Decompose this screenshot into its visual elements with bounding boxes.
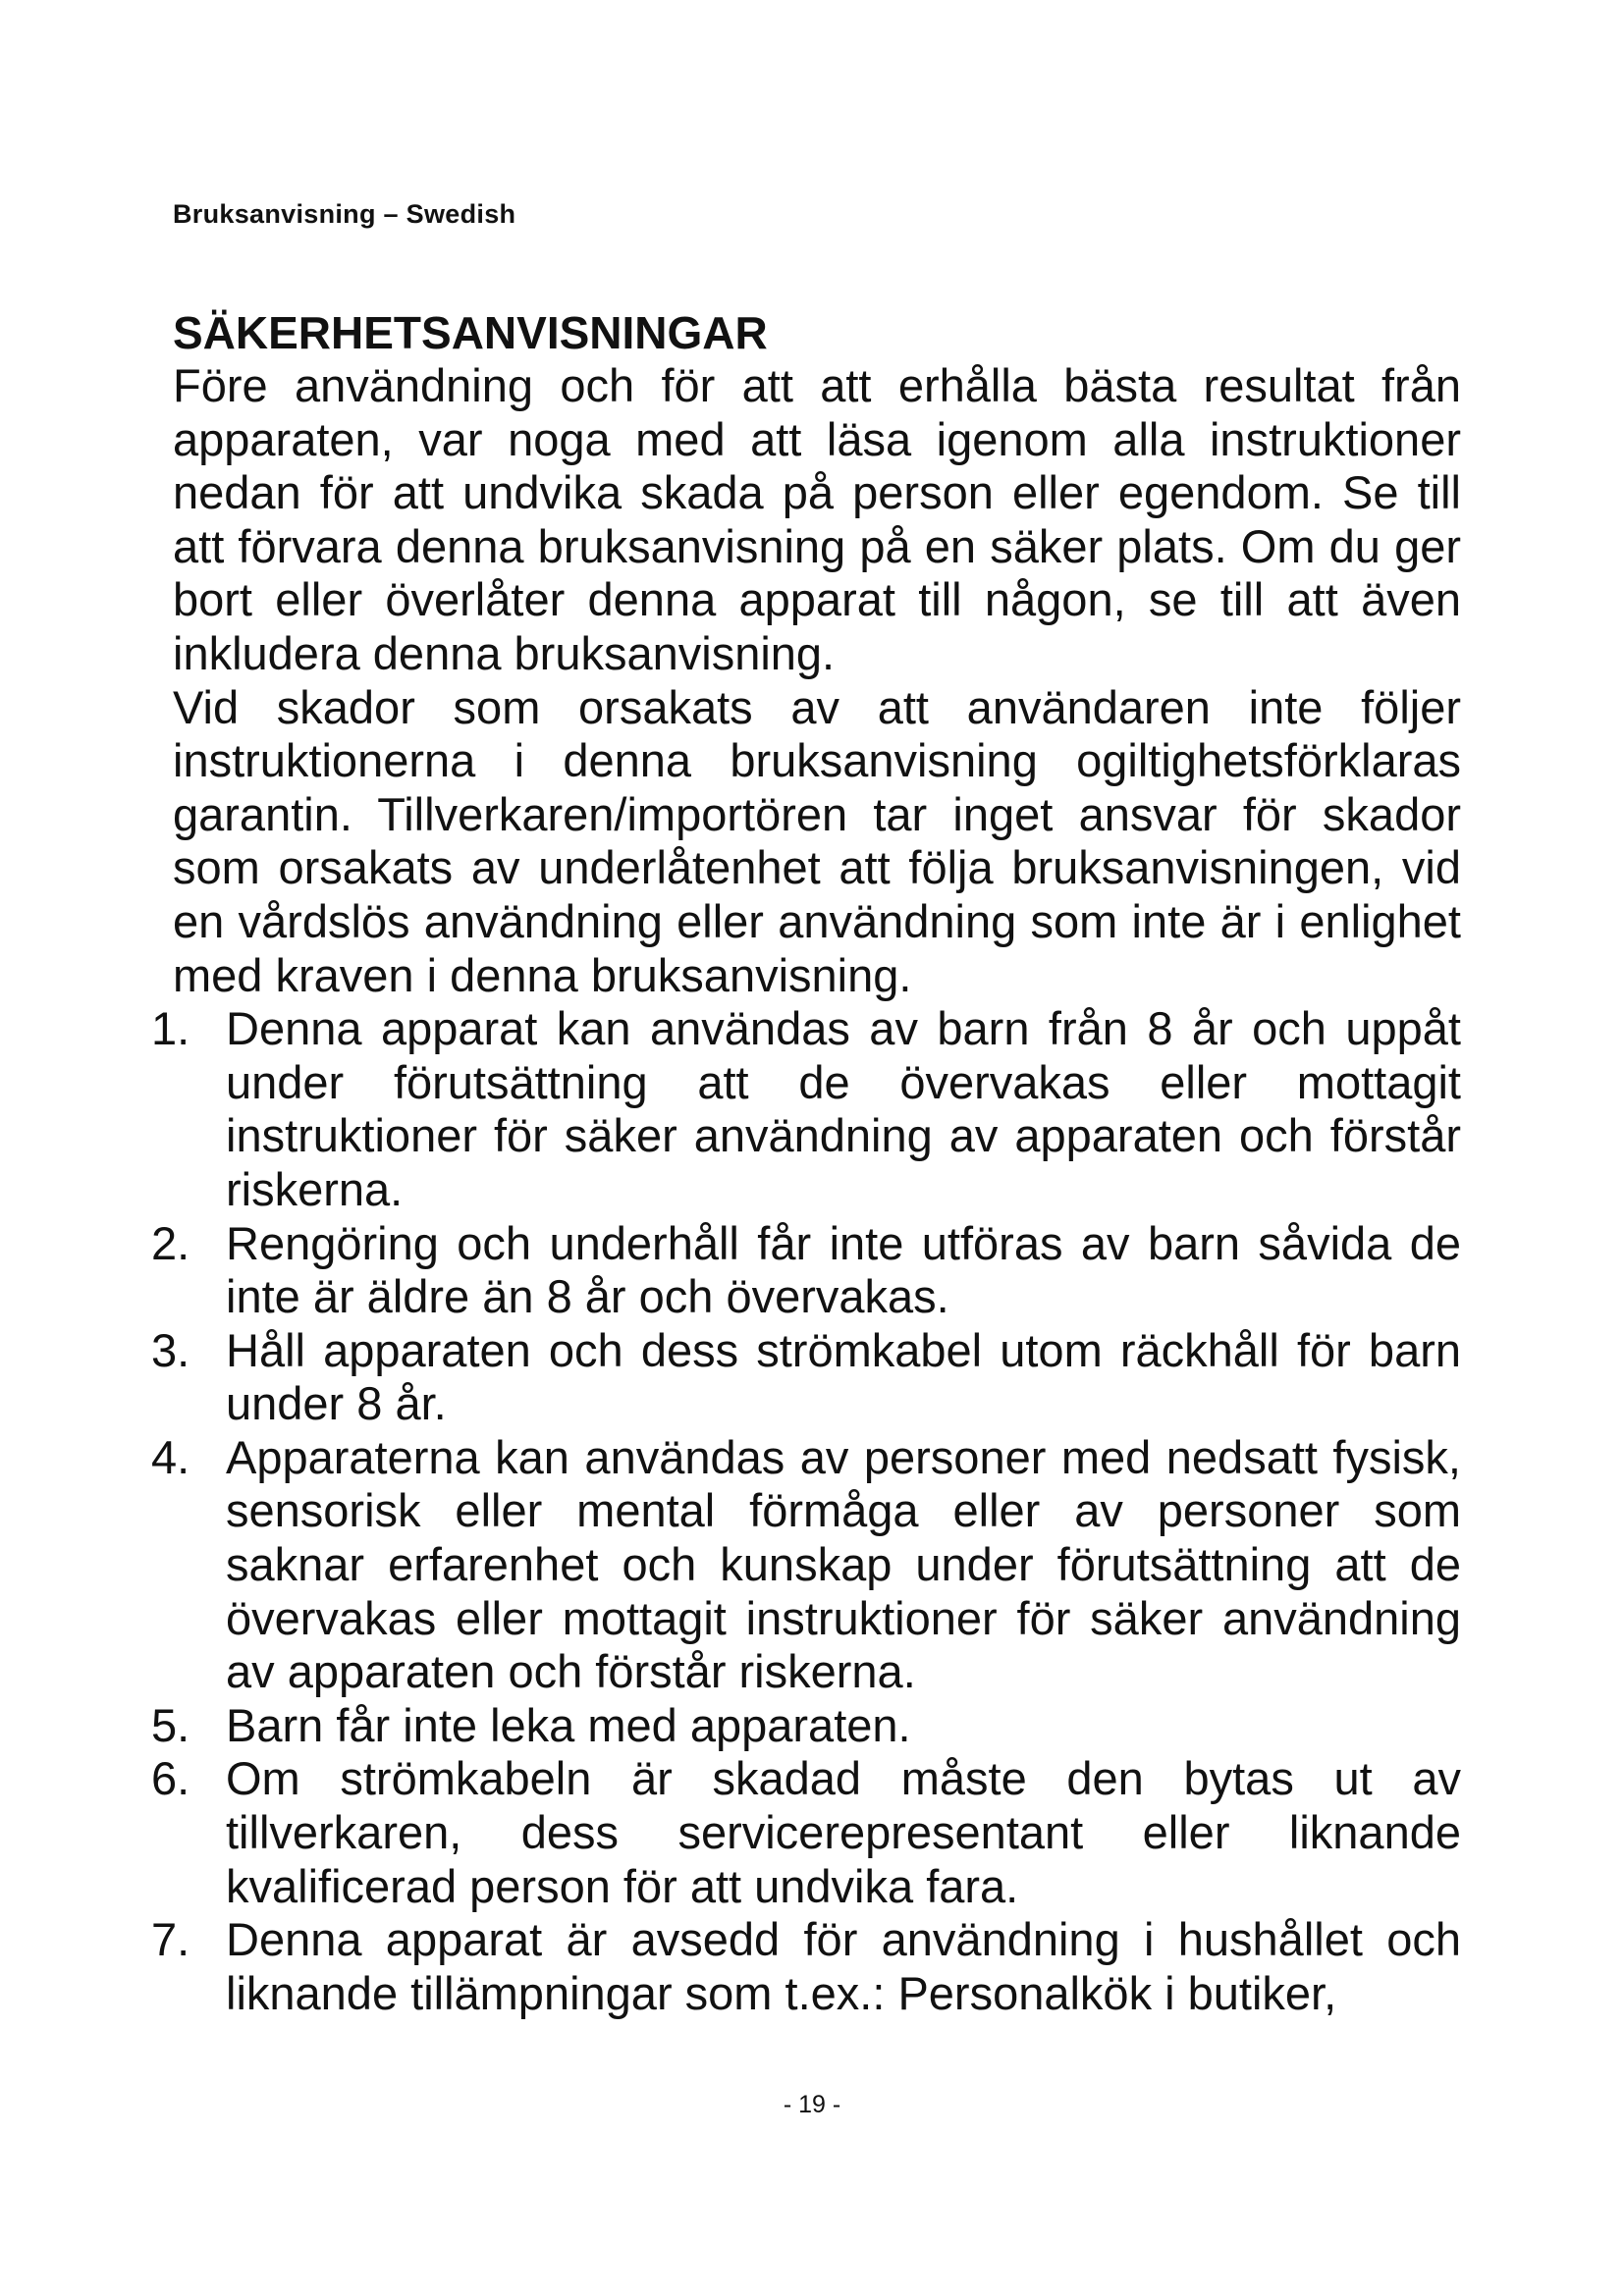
intro-paragraph: Före användning och för att att erhålla bästa resultat från apparaten, var noga med att läsa igenom alla instruktioner nedan för att undvika skada på person eller egendom. Se till att förvara denna bruksanvisning på en säker plats. Om du ger bort eller överlåter denna apparat till någon, se till att även inkludera denna bruksanvisning. bbox=[173, 359, 1461, 679]
safety-instruction-list bbox=[151, 1002, 1461, 2020]
list-item-number: 3. bbox=[151, 1323, 190, 1376]
list-item-text: Rengöring och underhåll får inte utföras av barn såvida de inte är äldre än 8 år och övervakas. bbox=[226, 1216, 1461, 1323]
list-item bbox=[151, 1216, 1461, 1324]
list-item-number: 7. bbox=[151, 1913, 190, 1966]
list-item bbox=[151, 1752, 1461, 1913]
list-item bbox=[151, 1430, 1461, 1699]
list-item-number: 4. bbox=[151, 1430, 190, 1483]
page-number: - 19 - bbox=[783, 2091, 841, 2118]
list-item-number: 5. bbox=[151, 1698, 190, 1751]
list-item-text: Håll apparaten och dess strömkabel utom räckhåll för barn under 8 år. bbox=[226, 1323, 1461, 1430]
list-item bbox=[151, 1698, 1461, 1753]
list-item-number: 6. bbox=[151, 1752, 190, 1805]
list-item-number: 1. bbox=[151, 1002, 190, 1055]
list-item-text: Denna apparat kan användas av barn från 8 år och uppåt under förutsättning att de övervakas eller mottagit instruktioner för säker användning av apparaten och förstår riskerna. bbox=[226, 1002, 1461, 1215]
list-item-text: Barn får inte leka med apparaten. bbox=[226, 1698, 911, 1751]
document-header-label: Bruksanvisning – Swedish bbox=[173, 199, 516, 229]
safety-section bbox=[151, 306, 1461, 2020]
list-item bbox=[151, 1913, 1461, 2020]
warranty-paragraph: Vid skador som orsakats av att användaren inte följer instruktionerna i denna bruksanvisning ogiltighetsförklaras garantin. Tillverkaren/importören tar inget ansvar för skador som orsakats av underlåtenhet att följa bruksanvisningen, vid en vårdslös användning eller användning som inte är i enlighet med kraven i denna bruksanvisning. bbox=[173, 680, 1461, 1001]
list-item-text: Apparaterna kan användas av personer med nedsatt fysisk, sensorisk eller mental förmåga eller av personer som saknar erfarenhet och kunskap under förutsättning att de övervakas eller mottagit instruktioner för säker användning av apparaten och förstår riskerna. bbox=[226, 1430, 1461, 1698]
list-item-text: Denna apparat är avsedd för användning i hushållet och liknande tillämpningar som t.ex.: Personalkök i butiker, bbox=[226, 1913, 1461, 2019]
list-item-number: 2. bbox=[151, 1216, 190, 1269]
section-title: SÄKERHETSANVISNINGAR bbox=[173, 307, 768, 358]
list-item bbox=[151, 1002, 1461, 1216]
list-item bbox=[151, 1323, 1461, 1431]
list-item-text: Om strömkabeln är skadad måste den bytas ut av tillverkaren, dess servicerepresentant eller liknande kvalificerad person för att undvika fara. bbox=[226, 1752, 1461, 1912]
